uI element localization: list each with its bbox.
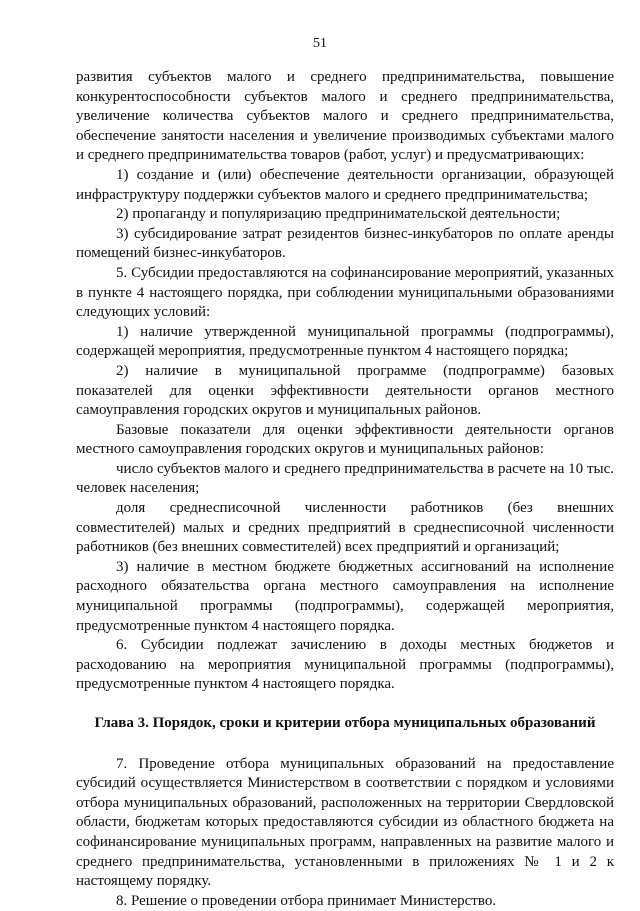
paragraph-indicator-count: число субъектов малого и среднего предпринимательства в расчете на 10 тыс. человек населения; (76, 460, 614, 497)
paragraph-condition-3: 3) наличие в местном бюджете бюджетных ассигнований на исполнение расходного обязательства органа местного самоуправления на исполнение муниципальной программы (подпрограммы), содержащей мероприятия, предусмотренные пунктом 4 настоящего порядка. (76, 558, 614, 634)
page-number: 51 (313, 36, 327, 51)
paragraph-item-3: 3) субсидирование затрат резидентов бизнес-инкубаторов по оплате аренды помещений бизнес-инкубаторов. (76, 225, 614, 262)
document-body (76, 68, 614, 911)
paragraph-condition-2: 2) наличие в муниципальной программе (подпрограмме) базовых показателей для оценки эффективности деятельности органов местного самоуправления городских округов и муниципальных районов. (76, 362, 614, 419)
paragraph-continuation: развития субъектов малого и среднего предпринимательства, повышение конкурентоспособности субъектов малого и среднего предпринимательства, увеличение количества субъектов малого и среднего предпринимательства, обеспечение занятости населения и увеличение производимых субъектами малого и среднего предпринимательства товаров (работ, услуг) и предусматривающих: (76, 69, 614, 164)
paragraph-item-2: 2) пропаганду и популяризацию предпринимательской деятельности; (116, 206, 561, 223)
paragraph-clause-7: 7. Проведение отбора муниципальных образований на предоставление субсидий осуществляется Министерством в соответствии с порядком и условиями отбора муниципальных образований, расположенных на территории Свердловской области, бюджетам которых предоставляются субсидии из областного бюджета на софинансирование муниципальных программ, направленных на развитие малого и среднего предпринимательства, установленными в приложениях № 1 и 2 к настоящему порядку. (76, 755, 614, 890)
paragraph-base-indicators: Базовые показатели для оценки эффективности деятельности органов местного самоуправления городских округов и муниципальных районов: (76, 421, 614, 458)
paragraph-clause-8: 8. Решение о проведении отбора принимает Министерство. (116, 892, 497, 909)
paragraph-indicator-share: доля среднесписочной численности работников (без внешних совместителей) малых и средних предприятий в среднесписочной численности работников (без внешних совместителей) всех предприятий и организаций; (76, 500, 614, 556)
paragraph-item-1: 1) создание и (или) обеспечение деятельности организации, образующей инфраструктуру поддержки субъектов малого и среднего предпринимательства; (76, 166, 614, 203)
paragraph-condition-1: 1) наличие утвержденной муниципальной программы (подпрограммы), содержащей мероприятия, предусмотренные пунктом 4 настоящего порядка; (76, 323, 614, 360)
chapter-heading: Глава 3. Порядок, сроки и критерии отбора муниципальных образований (94, 715, 596, 731)
paragraph-clause-6: 6. Субсидии подлежат зачислению в доходы местных бюджетов и расходованию на мероприятия муниципальной программы (подпрограммы), предусмотренные пунктом 4 настоящего порядка. (76, 637, 614, 693)
paragraph-clause-5: 5. Субсидии предоставляются на софинансирование мероприятий, указанных в пункте 4 настоящего порядка, при соблюдении муниципальными образованиями следующих условий: (76, 264, 614, 321)
